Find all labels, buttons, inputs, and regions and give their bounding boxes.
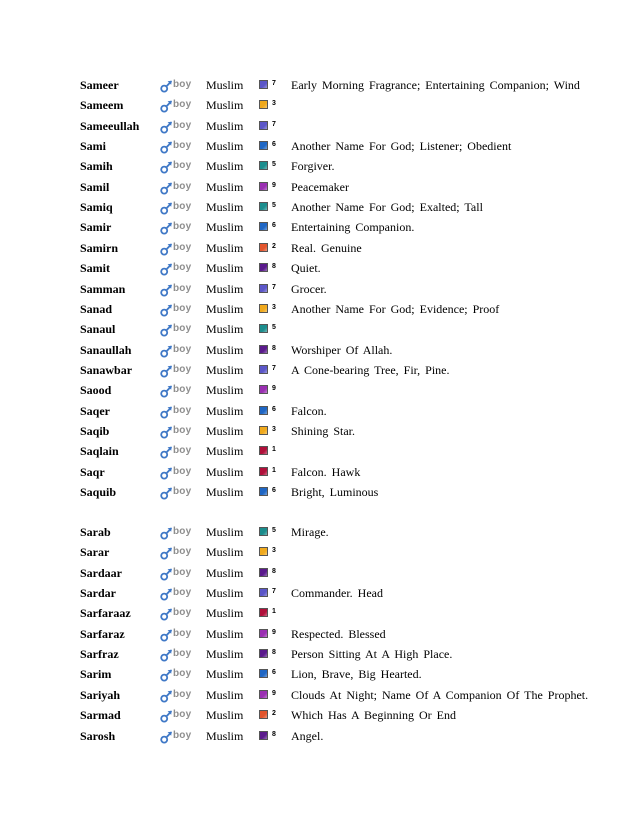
- gender-label: boy: [173, 668, 192, 680]
- male-gender-icon: [160, 364, 194, 378]
- male-gender-icon: [160, 181, 194, 195]
- male-gender-icon: [160, 120, 194, 134]
- name-cell: Sarim: [80, 667, 112, 682]
- male-gender-icon: [160, 628, 194, 642]
- number-color-swatch: [259, 263, 268, 272]
- meaning-cell: Clouds At Night; Name Of A Companion Of The Prophet.: [291, 687, 589, 702]
- name-cell: Sanawbar: [80, 362, 133, 377]
- gender-label: boy: [173, 404, 192, 416]
- gender-label: boy: [173, 648, 192, 660]
- lucky-number: 3: [272, 425, 276, 433]
- gender-label: boy: [173, 99, 192, 111]
- religion-cell: Muslim: [206, 342, 244, 357]
- lucky-number: 5: [272, 202, 276, 210]
- gender-label: boy: [173, 282, 192, 294]
- number-color-swatch: [259, 182, 268, 191]
- religion-cell: Muslim: [206, 606, 244, 621]
- meaning-cell: Lion, Brave, Big Hearted.: [291, 667, 422, 682]
- lucky-number: 5: [272, 324, 276, 332]
- meaning-cell: Angel.: [291, 728, 324, 743]
- religion-cell: Muslim: [206, 240, 244, 255]
- name-cell: Samih: [80, 159, 113, 174]
- name-cell: Sanaul: [80, 322, 116, 337]
- lucky-number: 1: [272, 608, 276, 616]
- meaning-cell: Person Sitting At A High Place.: [291, 647, 453, 662]
- name-row: [0, 402, 638, 422]
- name-row: [0, 239, 638, 259]
- male-gender-icon: [160, 140, 194, 154]
- number-color-swatch: [259, 222, 268, 231]
- gender-label: boy: [173, 486, 192, 497]
- lucky-number: 3: [272, 100, 276, 108]
- number-color-swatch: [259, 710, 268, 719]
- religion-cell: Muslim: [206, 586, 244, 601]
- male-gender-icon: [160, 221, 194, 235]
- meaning-cell: Real. Genuine: [291, 240, 362, 255]
- name-cell: Sarfaraaz: [80, 606, 131, 621]
- gender-label: boy: [173, 526, 192, 537]
- male-gender-icon: [160, 668, 194, 682]
- lucky-number: 1: [272, 446, 276, 454]
- name-cell: Sarmad: [80, 708, 121, 723]
- male-gender-icon: [160, 466, 194, 480]
- name-cell: Saqib: [80, 423, 110, 438]
- male-gender-icon: [160, 486, 194, 500]
- religion-cell: Muslim: [206, 200, 244, 215]
- religion-cell: Muslim: [206, 485, 244, 499]
- male-gender-icon: [160, 526, 194, 540]
- lucky-number: 8: [272, 567, 276, 575]
- number-color-swatch: [259, 141, 268, 150]
- gender-label: boy: [173, 424, 192, 436]
- religion-cell: Muslim: [206, 403, 244, 418]
- name-row: [0, 178, 638, 198]
- lucky-number: 3: [272, 547, 276, 555]
- religion-cell: Muslim: [206, 179, 244, 194]
- name-cell: Sariyah: [80, 687, 121, 702]
- number-color-swatch: [259, 121, 268, 130]
- number-color-swatch: [259, 100, 268, 109]
- lucky-number: 8: [272, 649, 276, 657]
- name-cell: Saquib: [80, 485, 117, 499]
- number-color-swatch: [259, 304, 268, 313]
- male-gender-icon: [160, 201, 194, 215]
- name-cell: Sarar: [80, 545, 110, 560]
- religion-cell: Muslim: [206, 362, 244, 377]
- male-gender-icon: [160, 567, 194, 581]
- number-color-swatch: [259, 324, 268, 333]
- name-row: [0, 259, 638, 279]
- religion-cell: Muslim: [206, 667, 244, 682]
- name-cell: Sarosh: [80, 728, 116, 743]
- name-cell: Samirn: [80, 240, 119, 255]
- meaning-cell: Entertaining Companion.: [291, 220, 415, 235]
- number-color-swatch: [259, 629, 268, 638]
- meaning-cell: Falcon. Hawk: [291, 464, 361, 479]
- lucky-number: 9: [272, 628, 276, 636]
- lucky-number: 2: [272, 242, 276, 250]
- name-row: [0, 218, 638, 238]
- lucky-number: 1: [272, 466, 276, 474]
- lucky-number: 9: [272, 385, 276, 393]
- lucky-number: 8: [272, 263, 276, 271]
- number-color-swatch: [259, 568, 268, 577]
- gender-label: boy: [173, 262, 192, 274]
- lucky-number: 6: [272, 141, 276, 149]
- gender-label: boy: [173, 587, 192, 599]
- name-row: [0, 280, 638, 300]
- name-cell: Sameeullah: [80, 118, 140, 133]
- male-gender-icon: [160, 160, 194, 174]
- name-row: [0, 645, 638, 665]
- male-gender-icon: [160, 546, 194, 560]
- number-color-swatch: [259, 547, 268, 556]
- gender-label: boy: [173, 546, 192, 558]
- male-gender-icon: [160, 425, 194, 439]
- lucky-number: 8: [272, 344, 276, 352]
- male-gender-icon: [160, 648, 194, 662]
- meaning-cell: Worshiper Of Allah.: [291, 342, 393, 357]
- name-row: [0, 604, 638, 624]
- meaning-cell: Peacemaker: [291, 179, 349, 194]
- male-gender-icon: [160, 445, 194, 459]
- number-color-swatch: [259, 446, 268, 455]
- name-row: [0, 381, 638, 401]
- religion-cell: Muslim: [206, 383, 244, 398]
- number-color-swatch: [259, 202, 268, 211]
- name-row: [0, 117, 638, 137]
- lucky-number: 7: [272, 364, 276, 372]
- name-cell: Sardaar: [80, 565, 122, 580]
- number-color-swatch: [259, 527, 268, 536]
- male-gender-icon: [160, 99, 194, 113]
- lucky-number: 3: [272, 303, 276, 311]
- meaning-cell: Early Morning Fragrance; Entertaining Companion; Wind: [291, 78, 580, 92]
- name-cell: Sanaullah: [80, 342, 132, 357]
- number-color-swatch: [259, 365, 268, 374]
- religion-cell: Muslim: [206, 423, 244, 438]
- name-row: [0, 483, 638, 503]
- name-row: [0, 320, 638, 340]
- religion-cell: Muslim: [206, 220, 244, 235]
- gender-label: boy: [173, 201, 192, 213]
- lucky-number: 7: [272, 80, 276, 87]
- name-cell: Sardar: [80, 586, 116, 601]
- lucky-number: 8: [272, 730, 276, 738]
- lucky-number: 6: [272, 222, 276, 230]
- name-cell: Sarfaraz: [80, 626, 125, 641]
- number-color-swatch: [259, 608, 268, 617]
- gender-label: boy: [173, 119, 192, 131]
- gender-label: boy: [173, 627, 192, 639]
- meaning-cell: Another Name For God; Listener; Obedient: [291, 139, 512, 154]
- gender-label: boy: [173, 607, 192, 619]
- religion-cell: Muslim: [206, 626, 244, 641]
- gender-label: boy: [173, 323, 192, 335]
- name-row: [0, 300, 638, 320]
- male-gender-icon: [160, 384, 194, 398]
- name-cell: Sami: [80, 139, 107, 154]
- meaning-cell: Forgiver.: [291, 159, 335, 174]
- number-color-swatch: [259, 669, 268, 678]
- gender-label: boy: [173, 160, 192, 172]
- name-row: [0, 422, 638, 442]
- gender-label: boy: [173, 465, 192, 477]
- name-row: [0, 361, 638, 381]
- lucky-number: 6: [272, 487, 276, 494]
- lucky-number: 7: [272, 283, 276, 291]
- gender-label: boy: [173, 241, 192, 253]
- meaning-cell: Shining Star.: [291, 423, 356, 438]
- name-row: [0, 523, 638, 543]
- religion-cell: Muslim: [206, 444, 244, 459]
- name-row: [0, 564, 638, 584]
- meaning-cell: Quiet.: [291, 261, 321, 276]
- name-cell: Sameer: [80, 78, 119, 92]
- gender-label: boy: [173, 302, 192, 314]
- religion-cell: Muslim: [206, 545, 244, 560]
- name-cell: Saqlain: [80, 444, 119, 459]
- male-gender-icon: [160, 587, 194, 601]
- lucky-number: 6: [272, 405, 276, 413]
- gender-label: boy: [173, 180, 192, 192]
- number-color-swatch: [259, 731, 268, 740]
- meaning-cell: Bright, Luminous: [291, 485, 379, 499]
- name-row: [0, 686, 638, 706]
- name-row: [0, 625, 638, 645]
- name-row: [0, 442, 638, 462]
- name-row: [0, 543, 638, 563]
- name-cell: Samman: [80, 281, 126, 296]
- name-row: [0, 341, 638, 361]
- gender-label: boy: [173, 384, 192, 396]
- name-cell: Sanad: [80, 301, 113, 316]
- name-row: [0, 96, 638, 116]
- religion-cell: Muslim: [206, 647, 244, 662]
- lucky-number: 7: [272, 588, 276, 596]
- male-gender-icon: [160, 607, 194, 621]
- number-color-swatch: [259, 243, 268, 252]
- lucky-number: 5: [272, 161, 276, 169]
- gender-label: boy: [173, 79, 192, 90]
- name-row: [0, 665, 638, 685]
- gender-label: boy: [173, 363, 192, 375]
- religion-cell: Muslim: [206, 261, 244, 276]
- name-cell: Samil: [80, 179, 110, 194]
- lucky-number: 2: [272, 710, 276, 718]
- name-row: [0, 727, 638, 747]
- name-cell: Sarfraz: [80, 647, 119, 662]
- name-cell: Samir: [80, 220, 112, 235]
- religion-cell: Muslim: [206, 281, 244, 296]
- gender-label: boy: [173, 140, 192, 152]
- lucky-number: 9: [272, 181, 276, 189]
- meaning-cell: Respected. Blessed: [291, 626, 386, 641]
- meaning-cell: Another Name For God; Exalted; Tall: [291, 200, 483, 215]
- religion-cell: Muslim: [206, 728, 244, 743]
- male-gender-icon: [160, 303, 194, 317]
- gender-label: boy: [173, 688, 192, 700]
- meaning-cell: Grocer.: [291, 281, 327, 296]
- lucky-number: 5: [272, 527, 276, 534]
- name-cell: Samiq: [80, 200, 113, 215]
- religion-cell: Muslim: [206, 525, 244, 539]
- male-gender-icon: [160, 405, 194, 419]
- name-cell: Saqer: [80, 403, 110, 418]
- number-color-swatch: [259, 690, 268, 699]
- gender-label: boy: [173, 343, 192, 355]
- name-cell: Saqr: [80, 464, 105, 479]
- male-gender-icon: [160, 323, 194, 337]
- male-gender-icon: [160, 709, 194, 723]
- religion-cell: Muslim: [206, 301, 244, 316]
- name-cell: Saood: [80, 383, 112, 398]
- number-color-swatch: [259, 426, 268, 435]
- number-color-swatch: [259, 80, 268, 89]
- name-cell: Sameem: [80, 98, 124, 113]
- religion-cell: Muslim: [206, 687, 244, 702]
- religion-cell: Muslim: [206, 464, 244, 479]
- male-gender-icon: [160, 262, 194, 276]
- religion-cell: Muslim: [206, 139, 244, 154]
- meaning-cell: Which Has A Beginning Or End: [291, 708, 456, 723]
- meaning-cell: Falcon.: [291, 403, 327, 418]
- lucky-number: 6: [272, 669, 276, 677]
- gender-label: boy: [173, 729, 192, 741]
- meaning-cell: A Cone-bearing Tree, Fir, Pine.: [291, 362, 450, 377]
- number-color-swatch: [259, 284, 268, 293]
- religion-cell: Muslim: [206, 159, 244, 174]
- lucky-number: 7: [272, 120, 276, 128]
- number-color-swatch: [259, 487, 268, 496]
- name-cell: Sarab: [80, 525, 111, 539]
- religion-cell: Muslim: [206, 98, 244, 113]
- male-gender-icon: [160, 79, 194, 93]
- name-row: [0, 76, 638, 96]
- male-gender-icon: [160, 730, 194, 744]
- religion-cell: Muslim: [206, 322, 244, 337]
- name-row: [0, 706, 638, 726]
- number-color-swatch: [259, 161, 268, 170]
- meaning-cell: Commander. Head: [291, 586, 383, 601]
- male-gender-icon: [160, 242, 194, 256]
- male-gender-icon: [160, 344, 194, 358]
- gender-label: boy: [173, 709, 192, 721]
- religion-cell: Muslim: [206, 565, 244, 580]
- male-gender-icon: [160, 283, 194, 297]
- male-gender-icon: [160, 689, 194, 703]
- gender-label: boy: [173, 566, 192, 578]
- number-color-swatch: [259, 345, 268, 354]
- number-color-swatch: [259, 385, 268, 394]
- religion-cell: Muslim: [206, 78, 244, 92]
- gender-label: boy: [173, 445, 192, 457]
- number-color-swatch: [259, 406, 268, 415]
- name-row: [0, 137, 638, 157]
- name-row: [0, 157, 638, 177]
- name-row: [0, 198, 638, 218]
- religion-cell: Muslim: [206, 118, 244, 133]
- name-cell: Samit: [80, 261, 110, 276]
- name-row: [0, 463, 638, 483]
- number-color-swatch: [259, 588, 268, 597]
- meaning-cell: Another Name For God; Evidence; Proof: [291, 301, 500, 316]
- meaning-cell: Mirage.: [291, 525, 329, 539]
- religion-cell: Muslim: [206, 708, 244, 723]
- number-color-swatch: [259, 467, 268, 476]
- name-row: [0, 584, 638, 604]
- number-color-swatch: [259, 649, 268, 658]
- gender-label: boy: [173, 221, 192, 233]
- lucky-number: 9: [272, 689, 276, 697]
